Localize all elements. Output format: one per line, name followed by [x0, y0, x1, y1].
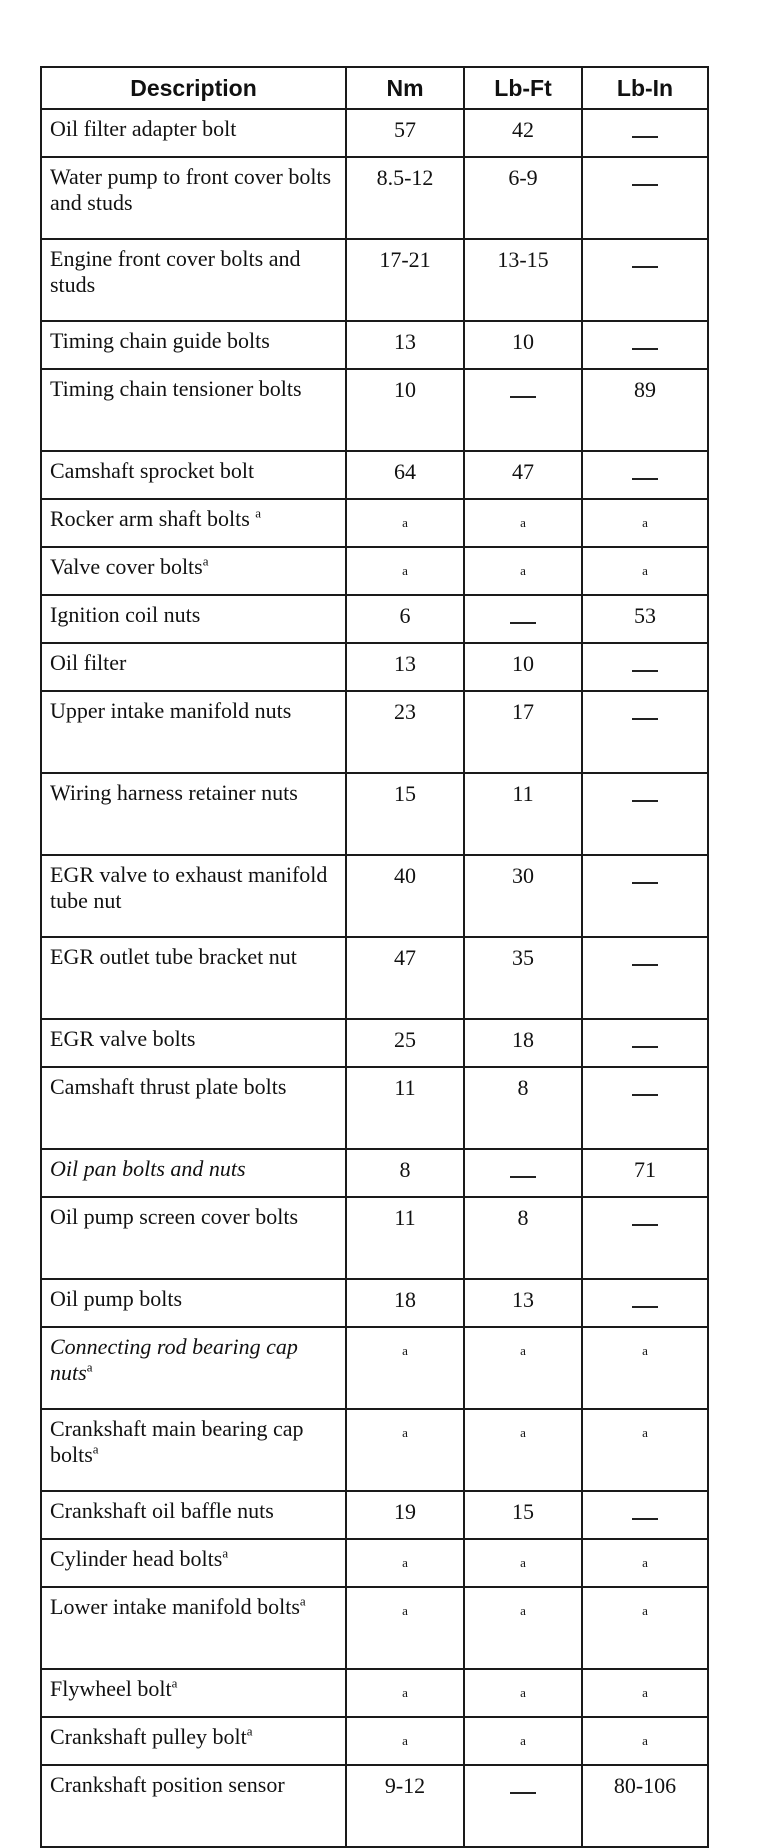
table-row: [41, 1717, 708, 1765]
lb-ft-cell: [464, 547, 582, 595]
description-text: Crankshaft oil baffle nuts: [50, 1498, 274, 1523]
value-text: 47: [512, 459, 534, 484]
table-body: [41, 109, 708, 1847]
nm-cell: [346, 1327, 464, 1409]
description-text: Rocker arm shaft bolts: [50, 506, 256, 531]
value-text: 18: [512, 1027, 534, 1052]
value-text: 10: [512, 329, 534, 354]
value-text: 11: [394, 1205, 416, 1230]
table-row: [41, 239, 708, 321]
footnote-marker: a: [402, 1733, 408, 1748]
footnote-marker: a: [402, 1685, 408, 1700]
footnote-marker: a: [222, 1545, 229, 1561]
nm-cell: [346, 1765, 464, 1847]
description-cell: [41, 937, 346, 1019]
table-row: [41, 1765, 708, 1847]
description-text: Oil pan bolts and nuts: [50, 1156, 246, 1181]
description-text: Oil pump bolts: [50, 1286, 183, 1311]
nm-cell: [346, 547, 464, 595]
value-text: 8: [517, 1205, 529, 1230]
footnote-marker: a: [402, 1425, 408, 1440]
description-cell: [41, 451, 346, 499]
description-cell: [41, 1019, 346, 1067]
dash-mark: [632, 1518, 658, 1520]
lb-in-cell: [582, 109, 708, 157]
value-text: 13: [512, 1287, 534, 1312]
footnote-marker: a: [402, 1343, 408, 1358]
table-row: [41, 1149, 708, 1197]
value-text: 6-9: [508, 165, 538, 190]
lb-ft-cell: [464, 1765, 582, 1847]
description-cell: [41, 321, 346, 369]
description-cell: [41, 109, 346, 157]
lb-in-cell: [582, 321, 708, 369]
value-text: 15: [512, 1499, 534, 1524]
lb-ft-cell: [464, 855, 582, 937]
dash-mark: [632, 1046, 658, 1048]
description-text: Oil filter adapter bolt: [50, 116, 237, 141]
dash-mark: [510, 396, 536, 398]
nm-cell: [346, 1197, 464, 1279]
footnote-marker: a: [520, 1603, 526, 1618]
table-row: [41, 643, 708, 691]
table-row: [41, 1491, 708, 1539]
table-row: [41, 1669, 708, 1717]
footnote-marker: a: [520, 563, 526, 578]
lb-in-cell: [582, 595, 708, 643]
dash-mark: [510, 1176, 536, 1178]
description-text: Crankshaft main bearing cap bolts: [50, 1416, 304, 1467]
lb-ft-cell: [464, 773, 582, 855]
footnote-marker: a: [520, 1733, 526, 1748]
description-cell: [41, 1587, 346, 1669]
lb-ft-cell: [464, 1019, 582, 1067]
lb-in-cell: [582, 1019, 708, 1067]
description-cell: [41, 1539, 346, 1587]
description-text: Camshaft thrust plate bolts: [50, 1074, 287, 1099]
description-cell: [41, 499, 346, 547]
value-text: 15: [394, 781, 416, 806]
dash-mark: [632, 882, 658, 884]
lb-in-cell: [582, 547, 708, 595]
lb-in-cell: [582, 1149, 708, 1197]
dash-mark: [632, 1306, 658, 1308]
lb-in-cell: [582, 1197, 708, 1279]
table-row: [41, 157, 708, 239]
value-text: 71: [634, 1157, 656, 1182]
dash-mark: [632, 964, 658, 966]
description-text: Upper intake manifold nuts: [50, 698, 292, 723]
value-text: 8: [517, 1075, 529, 1100]
table-row: [41, 1539, 708, 1587]
nm-cell: [346, 1279, 464, 1327]
value-text: 23: [394, 699, 416, 724]
description-text: Water pump to front cover bolts and studs: [50, 164, 332, 215]
description-cell: [41, 855, 346, 937]
value-text: 8: [399, 1157, 411, 1182]
footnote-marker: a: [171, 1675, 178, 1691]
table-row: [41, 1327, 708, 1409]
value-text: 18: [394, 1287, 416, 1312]
value-text: 25: [394, 1027, 416, 1052]
description-text: EGR valve to exhaust manifold tube nut: [50, 862, 328, 913]
table-row: [41, 855, 708, 937]
lb-ft-cell: [464, 937, 582, 1019]
dash-mark: [632, 800, 658, 802]
lb-in-cell: [582, 643, 708, 691]
footnote-marker: a: [642, 1603, 648, 1618]
description-text: Oil pump screen cover bolts: [50, 1204, 299, 1229]
table-row: [41, 499, 708, 547]
nm-cell: [346, 1539, 464, 1587]
value-text: 13: [394, 329, 416, 354]
nm-cell: [346, 239, 464, 321]
value-text: 40: [394, 863, 416, 888]
value-text: 47: [394, 945, 416, 970]
nm-cell: [346, 369, 464, 451]
torque-specification-table: [40, 66, 709, 1848]
table-row: [41, 691, 708, 773]
lb-in-cell: [582, 499, 708, 547]
lb-ft-cell: [464, 109, 582, 157]
header-lb-ft: Lb-Ft: [464, 67, 582, 109]
description-text: Valve cover bolts: [50, 554, 203, 579]
lb-in-cell: [582, 239, 708, 321]
value-text: 35: [512, 945, 534, 970]
table-row: [41, 773, 708, 855]
description-cell: [41, 1765, 346, 1847]
lb-ft-cell: [464, 1669, 582, 1717]
footnote-marker: a: [642, 563, 648, 578]
description-text: Wiring harness retainer nuts: [50, 780, 298, 805]
description-text: Crankshaft pulley bolt: [50, 1724, 247, 1749]
value-text: 13: [394, 651, 416, 676]
dash-mark: [632, 348, 658, 350]
description-cell: [41, 1197, 346, 1279]
lb-ft-cell: [464, 1539, 582, 1587]
lb-ft-cell: [464, 239, 582, 321]
table-row: [41, 1279, 708, 1327]
table-row: [41, 547, 708, 595]
table-row: [41, 1019, 708, 1067]
description-cell: [41, 1279, 346, 1327]
nm-cell: [346, 1587, 464, 1669]
description-cell: [41, 595, 346, 643]
nm-cell: [346, 691, 464, 773]
footnote-marker: a: [299, 1593, 306, 1609]
description-cell: [41, 157, 346, 239]
description-text: EGR valve bolts: [50, 1026, 196, 1051]
description-cell: [41, 239, 346, 321]
dash-mark: [632, 1094, 658, 1096]
nm-cell: [346, 1067, 464, 1149]
nm-cell: [346, 1149, 464, 1197]
lb-in-cell: [582, 369, 708, 451]
dash-mark: [632, 1224, 658, 1226]
description-cell: [41, 1067, 346, 1149]
description-cell: [41, 691, 346, 773]
lb-in-cell: [582, 691, 708, 773]
lb-in-cell: [582, 1765, 708, 1847]
table-row: [41, 321, 708, 369]
header-description: Description: [41, 67, 346, 109]
description-text: Lower intake manifold bolts: [50, 1594, 300, 1619]
value-text: 80-106: [613, 1773, 677, 1798]
footnote-marker: a: [202, 553, 209, 569]
lb-ft-cell: [464, 1491, 582, 1539]
lb-ft-cell: [464, 1327, 582, 1409]
dash-mark: [632, 670, 658, 672]
description-cell: [41, 1669, 346, 1717]
table-row: [41, 1409, 708, 1491]
lb-in-cell: [582, 157, 708, 239]
nm-cell: [346, 321, 464, 369]
lb-ft-cell: [464, 595, 582, 643]
table-row: [41, 109, 708, 157]
dash-mark: [632, 136, 658, 138]
nm-cell: [346, 773, 464, 855]
lb-ft-cell: [464, 321, 582, 369]
value-text: 42: [512, 117, 534, 142]
dash-mark: [510, 622, 536, 624]
header-lb-in: Lb-In: [582, 67, 708, 109]
value-text: 11: [394, 1075, 416, 1100]
footnote-marker: a: [642, 515, 648, 530]
value-text: 8.5-12: [376, 165, 434, 190]
table-row: [41, 369, 708, 451]
footnote-marker: a: [642, 1343, 648, 1358]
header-nm: Nm: [346, 67, 464, 109]
lb-ft-cell: [464, 369, 582, 451]
table-row: [41, 451, 708, 499]
lb-ft-cell: [464, 643, 582, 691]
nm-cell: [346, 157, 464, 239]
lb-ft-cell: [464, 1279, 582, 1327]
footnote-marker: a: [402, 563, 408, 578]
description-cell: [41, 1409, 346, 1491]
lb-ft-cell: [464, 691, 582, 773]
nm-cell: [346, 1717, 464, 1765]
table-row: [41, 937, 708, 1019]
description-text: Timing chain tensioner bolts: [50, 376, 302, 401]
lb-ft-cell: [464, 451, 582, 499]
value-text: 89: [634, 377, 656, 402]
footnote-marker: a: [402, 1555, 408, 1570]
nm-cell: [346, 109, 464, 157]
footnote-marker: a: [520, 1425, 526, 1440]
table-row: [41, 1197, 708, 1279]
description-text: Cylinder head bolts: [50, 1546, 223, 1571]
value-text: 17: [512, 699, 534, 724]
value-text: 13-15: [497, 247, 549, 272]
lb-in-cell: [582, 1539, 708, 1587]
header-row: [41, 67, 708, 109]
lb-ft-cell: [464, 157, 582, 239]
value-text: 17-21: [379, 247, 431, 272]
footnote-marker: a: [86, 1359, 93, 1375]
nm-cell: [346, 1491, 464, 1539]
lb-in-cell: [582, 1409, 708, 1491]
lb-ft-cell: [464, 1587, 582, 1669]
description-text: Timing chain guide bolts: [50, 328, 270, 353]
value-text: 10: [394, 377, 416, 402]
footnote-marker: a: [520, 1343, 526, 1358]
nm-cell: [346, 855, 464, 937]
description-cell: [41, 773, 346, 855]
lb-in-cell: [582, 1491, 708, 1539]
description-cell: [41, 1491, 346, 1539]
nm-cell: [346, 937, 464, 1019]
value-text: 53: [634, 603, 656, 628]
value-text: 9-12: [384, 1773, 426, 1798]
lb-in-cell: [582, 855, 708, 937]
description-text: Engine front cover bolts and studs: [50, 246, 301, 297]
description-cell: [41, 1327, 346, 1409]
description-cell: [41, 1717, 346, 1765]
value-text: 30: [512, 863, 534, 888]
value-text: 57: [394, 117, 416, 142]
lb-in-cell: [582, 1669, 708, 1717]
lb-in-cell: [582, 1587, 708, 1669]
footnote-marker: a: [92, 1441, 99, 1457]
lb-in-cell: [582, 1717, 708, 1765]
footnote-marker: a: [246, 1723, 253, 1739]
lb-ft-cell: [464, 1067, 582, 1149]
lb-in-cell: [582, 1067, 708, 1149]
description-text: Camshaft sprocket bolt: [50, 458, 255, 483]
value-text: 11: [512, 781, 534, 806]
lb-ft-cell: [464, 1717, 582, 1765]
footnote-marker: a: [642, 1733, 648, 1748]
description-cell: [41, 547, 346, 595]
description-text: EGR outlet tube bracket nut: [50, 944, 297, 969]
description-text: Oil filter: [50, 650, 127, 675]
nm-cell: [346, 643, 464, 691]
lb-in-cell: [582, 1327, 708, 1409]
table-row: [41, 1587, 708, 1669]
description-text: Connecting rod bearing cap nuts: [50, 1334, 298, 1385]
lb-in-cell: [582, 451, 708, 499]
value-text: 10: [512, 651, 534, 676]
nm-cell: [346, 451, 464, 499]
nm-cell: [346, 1669, 464, 1717]
footnote-marker: a: [520, 1555, 526, 1570]
value-text: 64: [394, 459, 416, 484]
dash-mark: [632, 478, 658, 480]
nm-cell: [346, 499, 464, 547]
nm-cell: [346, 1409, 464, 1491]
footnote-marker: a: [520, 1685, 526, 1700]
footnote-marker: a: [642, 1555, 648, 1570]
description-text: Ignition coil nuts: [50, 602, 201, 627]
lb-in-cell: [582, 773, 708, 855]
dash-mark: [510, 1792, 536, 1794]
description-cell: [41, 643, 346, 691]
dash-mark: [632, 718, 658, 720]
footnote-marker: a: [642, 1425, 648, 1440]
footnote-marker: a: [520, 515, 526, 530]
table-row: [41, 595, 708, 643]
table-row: [41, 1067, 708, 1149]
value-text: 6: [399, 603, 411, 628]
description-cell: [41, 1149, 346, 1197]
footnote-marker: a: [642, 1685, 648, 1700]
lb-in-cell: [582, 1279, 708, 1327]
description-cell: [41, 369, 346, 451]
value-text: 19: [394, 1499, 416, 1524]
lb-ft-cell: [464, 1149, 582, 1197]
lb-ft-cell: [464, 499, 582, 547]
footnote-marker: a: [402, 1603, 408, 1618]
nm-cell: [346, 1019, 464, 1067]
lb-ft-cell: [464, 1197, 582, 1279]
nm-cell: [346, 595, 464, 643]
description-text: Crankshaft position sensor: [50, 1772, 285, 1797]
description-text: Flywheel bolt: [50, 1676, 172, 1701]
dash-mark: [632, 184, 658, 186]
dash-mark: [632, 266, 658, 268]
footnote-marker: a: [402, 515, 408, 530]
footnote-marker: a: [255, 505, 262, 521]
lb-in-cell: [582, 937, 708, 1019]
lb-ft-cell: [464, 1409, 582, 1491]
